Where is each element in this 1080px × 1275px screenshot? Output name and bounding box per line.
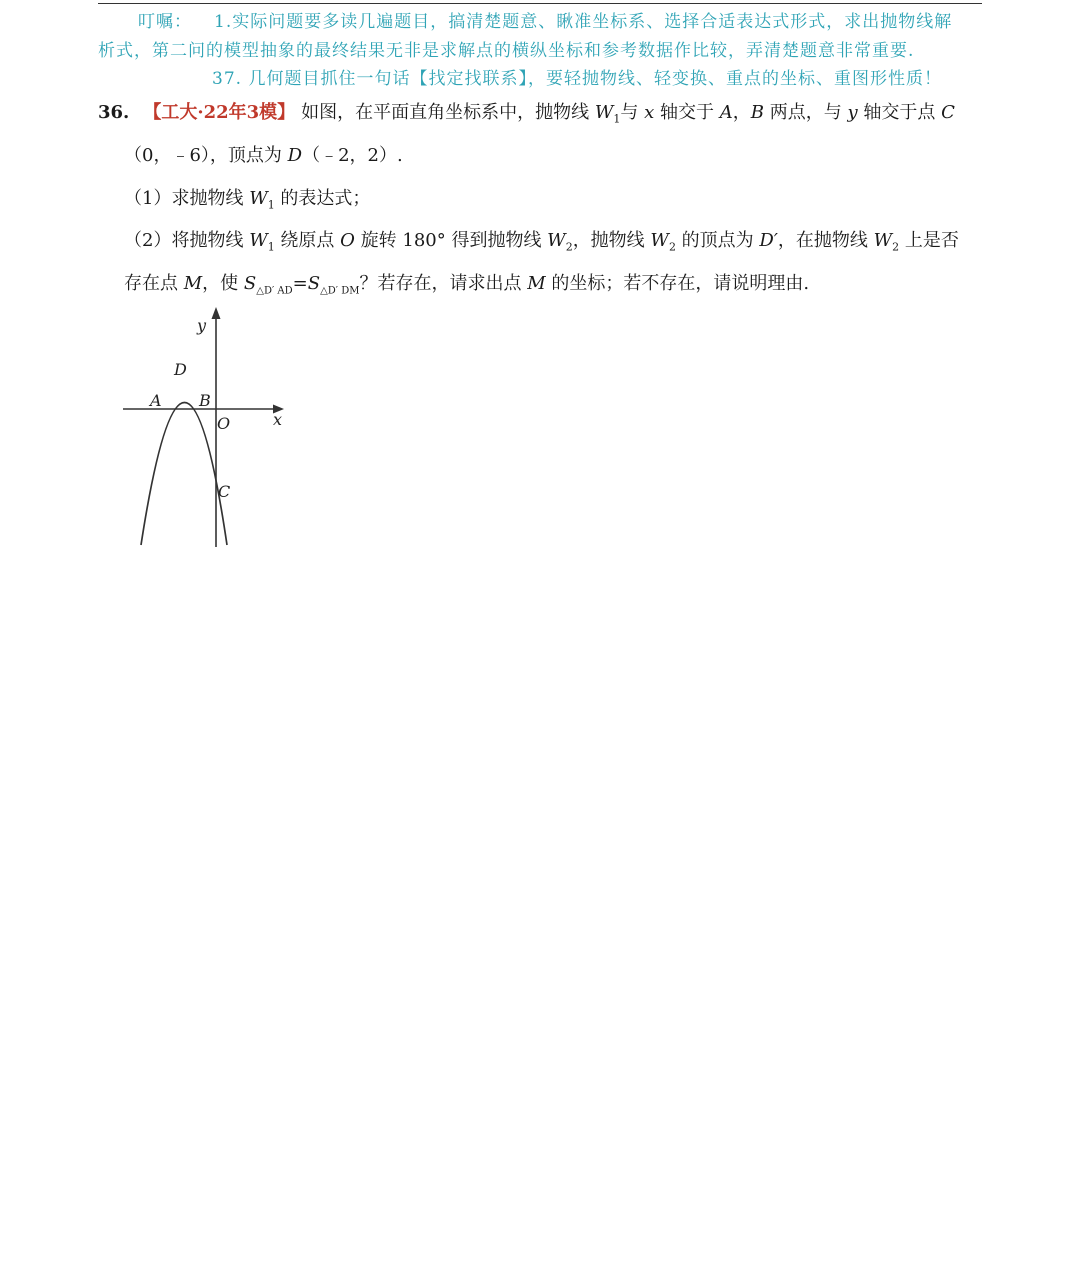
point-b-label: B [199, 391, 211, 410]
question-number: 36. [98, 102, 130, 123]
origin-label: O [217, 414, 231, 433]
tip-line-2 [98, 36, 914, 61]
question-part-2-cont: 存在点 M，使 $S_{\triangle D' AD}=S_{\triangle D' DM}$？若存在，请求出点 M 的坐标；若不存在，请说明理由. [124, 273, 810, 297]
parabola-figure [118, 300, 298, 552]
y-axis-arrow [212, 307, 221, 319]
tip-text-2: 析式，第二问的模型抽象的最终结果无非是求解点的横纵坐标和参考数据作比较，弄清楚题意非常重要. [98, 41, 915, 61]
vertex-label: D [174, 360, 187, 379]
tip-line-1 [138, 7, 952, 32]
question-part-1: （1）求抛物线 $W_1$ 的表达式； [124, 188, 371, 212]
top-divider [98, 3, 982, 4]
x-axis-label: x [273, 410, 283, 429]
point-a-label: A [150, 391, 162, 410]
question-part-2: （2）将抛物线 $W_1$ 绕原点 O 旋转 180° 得到抛物线 $W_2$，抛物线 $W_2$ 的顶点为 D′，在抛物线 $W_2$ 上是否 [124, 230, 959, 254]
tip-text-3: 37. 几何题目抓住一句话【找定找联系】，要轻抛物线、轻变换、重点的坐标、重图形性质！ [212, 69, 942, 89]
tip-line-3 [212, 64, 942, 89]
point-c-label: C [218, 482, 231, 501]
tip-text-1: 1.实际问题要多读几遍题目，搞清楚题意、瞅准坐标系、选择合适表达式形式，求出抛物线解 [214, 12, 953, 32]
tip-prefix: 叮嘱： [138, 12, 192, 32]
question-source: 【工大·22年3模】 [143, 102, 296, 123]
y-axis-label: y [197, 316, 207, 335]
parabola-curve [141, 403, 227, 546]
question-line-1: 36. 【工大·22年3模】 如图，在平面直角坐标系中，抛物线 $W_1$与 x 轴交于 A，B 两点，与 y 轴交于点 C [98, 102, 955, 126]
question-line-2: （0，﹣6），顶点为 D（﹣2，2）. [124, 145, 403, 166]
